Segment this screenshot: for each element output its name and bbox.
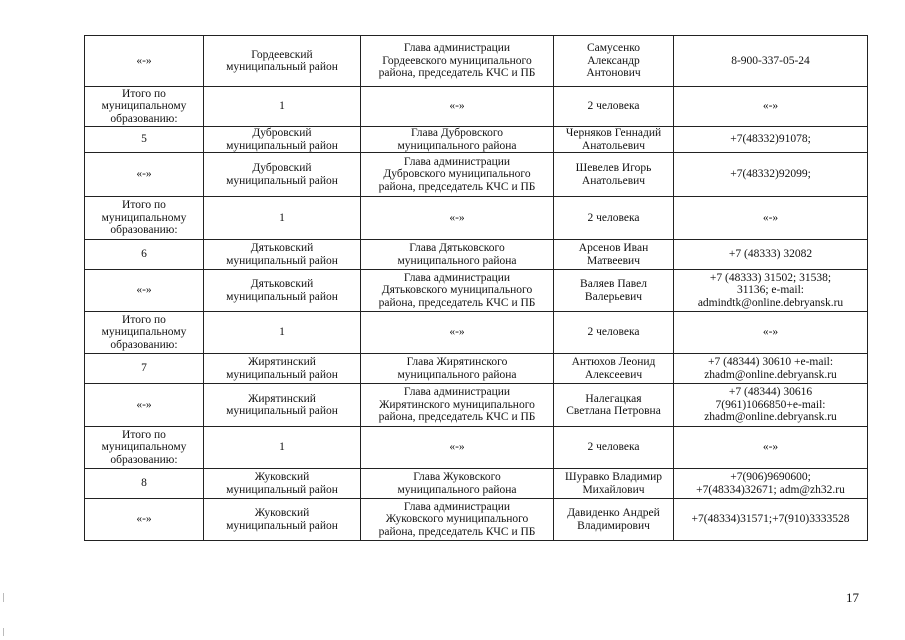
table-row <box>85 240 868 270</box>
number-text: Итого по муниципальному образованию: <box>101 87 187 125</box>
phone-text: +7(906)9690600; +7(48334)32671; adm@zh32.ru <box>696 471 845 496</box>
district-cell <box>204 87 361 127</box>
position-text: Глава администрации Дятьковского муниципального района, председатель КЧС и ПБ <box>378 271 536 309</box>
district-text: Дятьковский муниципальный район <box>226 278 338 303</box>
phone-cell <box>674 240 868 270</box>
phone-text: +7 (48333) 31502; 31538; 31136; e-mail: admindtk@online.debryansk.ru <box>697 271 844 309</box>
position-text: «-» <box>449 441 465 454</box>
table-row <box>85 153 868 197</box>
person-cell <box>554 153 674 197</box>
person-cell <box>554 312 674 354</box>
phone-cell <box>674 469 868 499</box>
position-cell <box>361 87 554 127</box>
position-cell <box>361 499 554 541</box>
number-text: 5 <box>141 133 147 146</box>
district-text: 1 <box>279 100 285 113</box>
district-cell <box>204 312 361 354</box>
phone-cell <box>674 499 868 541</box>
phone-text: «-» <box>762 326 779 339</box>
phone-cell <box>674 36 868 87</box>
position-cell <box>361 197 554 240</box>
number-text: 7 <box>141 362 147 375</box>
district-cell <box>204 270 361 312</box>
district-cell <box>204 197 361 240</box>
number-cell <box>85 312 204 354</box>
person-cell <box>554 197 674 240</box>
scan-edge-mark <box>3 593 4 602</box>
person-cell <box>554 427 674 469</box>
district-text: Жуковский муниципальный район <box>226 507 338 532</box>
person-text: 2 человека <box>587 211 640 224</box>
district-cell <box>204 36 361 87</box>
person-text: Налегацкая Светлана Петровна <box>566 392 661 417</box>
number-cell <box>85 427 204 469</box>
table-row <box>85 270 868 312</box>
number-text: Итого по муниципальному образованию: <box>101 428 187 466</box>
phone-text: +7(48332)92099; <box>730 168 811 181</box>
person-text: Давиденко Андрей Владимирович <box>567 507 660 532</box>
position-cell <box>361 153 554 197</box>
number-text: «-» <box>136 284 152 297</box>
position-cell <box>361 427 554 469</box>
phone-cell <box>674 270 868 312</box>
district-cell <box>204 153 361 197</box>
number-cell <box>85 469 204 499</box>
person-text: 2 человека <box>587 326 640 339</box>
position-text: Глава Жирятинского муниципального района <box>397 356 517 381</box>
table-row <box>85 354 868 384</box>
position-cell <box>361 312 554 354</box>
table-row <box>85 469 868 499</box>
phone-text: «-» <box>762 100 779 113</box>
phone-text: +7(48332)91078; <box>730 133 811 146</box>
phone-text: «-» <box>762 441 779 454</box>
phone-text: +7(48334)31571;+7(910)3333528 <box>691 513 850 526</box>
person-text: Шуравко Владимир Михайлович <box>565 471 662 496</box>
person-cell <box>554 270 674 312</box>
phone-text: «-» <box>762 211 779 224</box>
person-cell <box>554 499 674 541</box>
number-text: Итого по муниципальному образованию: <box>101 199 187 237</box>
number-text: «-» <box>136 54 152 67</box>
position-text: Глава администрации Жуковского муниципального района, председатель КЧС и ПБ <box>378 500 536 538</box>
district-text: 1 <box>279 441 285 454</box>
number-cell <box>85 499 204 541</box>
number-text: «-» <box>136 513 152 526</box>
contacts-table-body <box>85 36 868 541</box>
position-text: «-» <box>449 211 465 224</box>
district-cell <box>204 384 361 427</box>
contacts-table <box>84 35 868 541</box>
position-text: Глава администрации Гордеевского муниципального района, председатель КЧС и ПБ <box>378 42 536 80</box>
phone-cell <box>674 153 868 197</box>
district-text: Жирятинский муниципальный район <box>226 392 338 417</box>
person-text: Антюхов Леонид Алексеевич <box>571 356 656 381</box>
district-cell <box>204 499 361 541</box>
person-text: 2 человека <box>587 441 640 454</box>
phone-cell <box>674 312 868 354</box>
position-cell <box>361 354 554 384</box>
district-cell <box>204 427 361 469</box>
phone-cell <box>674 127 868 153</box>
position-cell <box>361 36 554 87</box>
position-text: «-» <box>449 100 465 113</box>
person-text: 2 человека <box>587 100 640 113</box>
position-text: Глава администрации Дубровского муниципального района, председатель КЧС и ПБ <box>378 155 536 193</box>
person-cell <box>554 240 674 270</box>
district-text: Дятьковский муниципальный район <box>226 242 338 267</box>
person-text: Арсенов Иван Матвеевич <box>578 242 649 267</box>
district-text: Дубровский муниципальный район <box>226 162 338 187</box>
number-cell <box>85 354 204 384</box>
district-text: 1 <box>279 211 285 224</box>
position-text: Глава Дубровского муниципального района <box>397 127 517 152</box>
phone-text: +7 (48344) 30616 7(961)1066850+e-mail: zhadm@online.debryansk.ru <box>704 386 837 424</box>
phone-text: 8-900-337-05-24 <box>731 54 810 67</box>
phone-cell <box>674 354 868 384</box>
position-text: «-» <box>449 326 465 339</box>
person-text: Шевелев Игорь Анатольевич <box>575 162 652 187</box>
number-cell <box>85 240 204 270</box>
position-cell <box>361 240 554 270</box>
person-cell <box>554 36 674 87</box>
position-cell <box>361 270 554 312</box>
person-cell <box>554 87 674 127</box>
page-number: 17 <box>846 590 859 605</box>
position-text: Глава администрации Жирятинского муниципального района, председатель КЧС и ПБ <box>378 386 536 424</box>
table-row <box>85 87 868 127</box>
number-text: 8 <box>141 477 147 490</box>
table-row <box>85 312 868 354</box>
district-text: 1 <box>279 326 285 339</box>
number-text: 6 <box>141 248 147 261</box>
district-text: Дубровский муниципальный район <box>226 127 338 152</box>
district-text: Жирятинский муниципальный район <box>226 356 338 381</box>
person-cell <box>554 384 674 427</box>
number-text: Итого по муниципальному образованию: <box>101 313 187 351</box>
phone-cell <box>674 427 868 469</box>
position-cell <box>361 469 554 499</box>
phone-cell <box>674 87 868 127</box>
table-row <box>85 499 868 541</box>
table-row <box>85 36 868 87</box>
number-cell <box>85 384 204 427</box>
number-cell <box>85 197 204 240</box>
position-text: Глава Жуковского муниципального района <box>397 471 517 496</box>
person-text: Черняков Геннадий Анатольевич <box>565 127 662 152</box>
table-row <box>85 384 868 427</box>
phone-cell <box>674 197 868 240</box>
person-text: Валяев Павел Валерьевич <box>580 278 647 303</box>
number-cell <box>85 153 204 197</box>
position-cell <box>361 127 554 153</box>
district-text: Гордеевский муниципальный район <box>226 48 338 73</box>
position-cell <box>361 384 554 427</box>
scan-edge-mark <box>3 628 4 636</box>
number-cell <box>85 87 204 127</box>
district-cell <box>204 240 361 270</box>
phone-text: +7 (48333) 32082 <box>728 248 813 261</box>
table-row <box>85 197 868 240</box>
district-cell <box>204 469 361 499</box>
person-cell <box>554 354 674 384</box>
position-text: Глава Дятьковского муниципального района <box>397 242 517 267</box>
table-row <box>85 427 868 469</box>
number-cell <box>85 127 204 153</box>
person-text: Самусенко Александр Антонович <box>586 42 641 80</box>
table-row <box>85 127 868 153</box>
district-cell <box>204 354 361 384</box>
number-text: «-» <box>136 398 152 411</box>
number-text: «-» <box>136 168 152 181</box>
phone-text: +7 (48344) 30610 +e-mail: zhadm@online.debryansk.ru <box>704 356 837 381</box>
district-text: Жуковский муниципальный район <box>226 471 338 496</box>
phone-cell <box>674 384 868 427</box>
person-cell <box>554 127 674 153</box>
number-cell <box>85 36 204 87</box>
district-cell <box>204 127 361 153</box>
person-cell <box>554 469 674 499</box>
number-cell <box>85 270 204 312</box>
